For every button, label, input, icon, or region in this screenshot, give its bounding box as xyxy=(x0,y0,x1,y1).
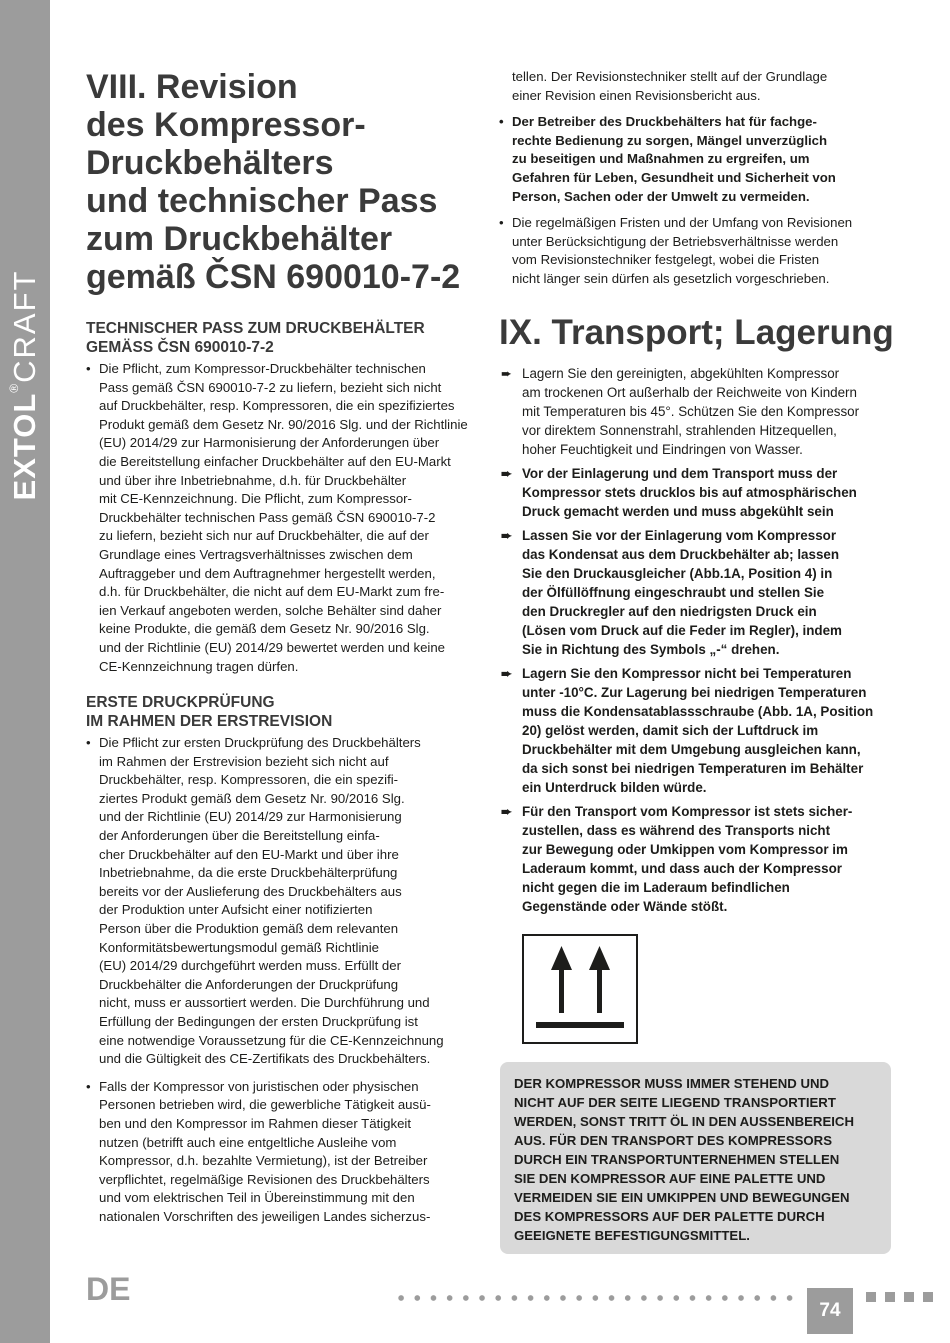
transport-warning-box: DER KOMPRESSOR MUSS IMMER STEHEND UND NICHT AUF DER SEITE LIEGEND TRANSPORTIERT WERDEN, SONST TRITT ÖL IN DEN AUSSENBEREICH AUS. FÜR DEN TRANSPORT DES KOMPRESSORS DURCH EIN TRANSPORTUNTERNEHMEN STELLEN SIE DEN KOMPRESSOR AUF EINE PALETTE UND VERMEIDEN SIE EIN UMKIPPEN UND BEWEGUNGEN DES KOMPRESSORS AUF DER PALETTE DURCH GEEIGNETE BEFESTIGUNGSMITTEL. xyxy=(500,1062,891,1254)
technical-pass-list xyxy=(86,360,484,676)
left-column xyxy=(86,68,484,1227)
list-item: ➨ Lagern Sie den gereinigten, abgekühlten Kompressor am trockenen Ort außerhalb der Reichweite von Kindern mit Temperaturen bis 45°. Schützen Sie den Kompressor vor direktem Sonnenstrahl, strahlenden Hitzequellen, hoher Feuchtigkeit und Eindringen von Wasser. xyxy=(501,365,860,457)
this-way-up-arrows-icon xyxy=(524,936,636,1042)
arrow-bullet-icon: ➨ xyxy=(501,465,512,481)
arrow-bullet-icon: ➨ xyxy=(501,365,512,381)
list-item: ➨ Für den Transport vom Kompressor ist stets sicher- zustellen, dass es während des Transports nicht zur Bewegung oder Umkippen vom Kompressor im Laderaum kommt, und dass auch der Kompressor nicht gegen die im Laderaum befindlichen Gegenstände oder Wände stößt. xyxy=(501,803,853,914)
footer-square-decoration xyxy=(923,1292,933,1302)
list-item: • Die Pflicht zur ersten Druckprüfung des Druckbehälters im Rahmen der Erstrevision bezieht sich nicht auf Druckbehälter, resp. Kompressoren, die ein spezifi- ziertes Produkt gemäß dem Gesetz Nr. 90/2016 Slg. und der Richtlinie (EU) 2014/29 zur Harmonisierung der Anforderungen über die Bereitstellung einfa- cher Druckbehälter auf den EU-Markt und über ihre Inbetriebnahme, da die erste Druckbehälterprüfung bereits vor der Auslieferung des Druckbehälters aus der Produktion unter Aufsicht einer notifizierten Person über die Produktion gemäß dem relevanten Konformitätsbewertungsmodul gemäß Richtlinie (EU) 2014/29 durchgeführt werden muss. Erfüllt der Druckbehälter die Anforderungen der Druckprüfung nicht, muss er aussortiert werden. Die Durchführung und Erfüllung der Bedingungen der ersten Druckprüfung ist eine notwendige Voraussetzung für die CE-Kennzeichnung und die Gültigkeit des CE-Zertifikats des Druckbehälters. xyxy=(86,735,444,1067)
section-heading-first-pressure-test: ERSTE DRUCKPRÜFUNG IM RAHMEN DER ERSTREVISION xyxy=(86,694,333,731)
brand-sidebar xyxy=(0,0,50,1343)
list-item: • Falls der Kompressor von juristischen oder physischen Personen betrieben wird, die gewerbliche Tätigkeit ausü- ben und den Kompressor im Rahmen dieser Tätigkeit nutzen (betrifft auch eine entgeltliche Ausleihe vom Kompressor, d.h. bezahlte Vermietung), ist der Betreiber verpflichtet, regelmäßige Revisionen des Druckbehälters und vom elektrischen Teil in Übereinstimmung mit den nationalen Vorschriften des jeweiligen Landes sicherzus- xyxy=(86,1078,431,1224)
list-item-continuation: tellen. Der Revisionstechniker stellt auf der Grundlage einer Revision einen Revisionsbericht aus. xyxy=(512,69,828,103)
right-column xyxy=(499,68,894,916)
list-item: ➨ Lagern Sie den Kompressor nicht bei Temperaturen unter -10°C. Zur Lagerung bei niedrigen Temperaturen muss die Kondensatablassschraube (Abb. 1A, Position 20) gelöst werden, damit sich der Luftdruck im Druckbehälter mit dem Umgebung ausgleichen kann, da sich sonst bei niedrigen Temperaturen im Behälter ein Unterdruck bilden würde. xyxy=(501,665,874,795)
bullet-icon: • xyxy=(86,1078,91,1094)
bullet-icon: • xyxy=(86,735,91,751)
arrow-bullet-icon: ➨ xyxy=(501,527,512,543)
transport-instructions xyxy=(499,364,894,916)
language-code: DE xyxy=(86,1271,131,1307)
list-item: • Die regelmäßigen Fristen und der Umfang von Revisionen unter Berücksichtigung der Betriebsverhältnisse werden vom Revisionstechniker festgelegt, wobei die Fristen nicht länger sein dürfen als gesetzlich vorgeschrieben. xyxy=(499,215,853,286)
brand-logo: EXTOL®CRAFT xyxy=(7,269,42,501)
section-heading-technical-pass: TECHNISCHER PASS ZUM DRUCKBEHÄLTER GEMÄSS ČSN 690010-7-2 xyxy=(86,320,425,356)
revision-list-continued xyxy=(499,68,894,289)
page-number: 74 xyxy=(807,1288,853,1334)
bullet-icon: • xyxy=(86,361,91,376)
list-item: ➨ Lassen Sie vor der Einlagerung vom Kompressor das Kondensat aus dem Druckbehälter ab; lassen Sie den Druckausgleicher (Abb.1A, Position 4) in der Ölfüllöffnung eingeschraubt und stellen Sie den Druckregler auf den niedrigsten Druck ein (Lösen vom Druck auf die Feder im Regler), indem Sie in Richtung des Symbols „-“ drehen. xyxy=(501,527,842,657)
footer-square-decoration xyxy=(866,1292,876,1302)
bullet-icon: • xyxy=(499,114,504,130)
list-item: • Die Pflicht, zum Kompressor-Druckbehälter technischen Pass gemäß ČSN 690010-7-2 zu liefern, bezieht sich nicht auf Druckbehälter, resp. Kompressoren, die ein spezifiziertes Produkt gemäß dem Gesetz Nr. 90/2016 Slg. und der Richtlinie (EU) 2014/29 zur Harmonisierung der Anforderungen über die Bereitstellung einfacher Druckbehälter auf den EU-Markt und über ihre Inbetriebnahme, d.h. für Druckbehälter mit CE-Kennzeichnung. Die Pflicht, zum Kompressor- Druckbehälter technischen Pass gemäß ČSN 690010-7-2 zu liefern, bezieht sich nur auf Druckbehälter, die auf der Grundlage eines Vertragsverhältnisses zwischen dem Auftraggeber und dem Auftragnehmer hergestellt werden, d.h. für Druckbehälter, die nicht auf dem EU-Markt zum fre- ien Verkauf angeboten werden, solche Behälter sind daher keine Produkte, die gemäß dem Gesetz Nr. 90/2016 Slg. und der Richtlinie (EU) 2014/29 bewertet werden und keine CE-Kennzeichnung tragen dürfen. xyxy=(86,361,468,674)
list-item: • Der Betreiber des Druckbehälters hat für fachge- rechte Bedienung zu sorgen, Mängel unverzüglich zu beseitigen und Maßnahmen zu ergreifen, um Gefahren für Leben, Gesundheit und Sicherheit von Person, Sachen oder der Umwelt zu vermeiden. xyxy=(499,114,836,204)
footer-square-decoration xyxy=(885,1292,895,1302)
first-pressure-test-list xyxy=(86,734,484,1226)
list-item: ➨ Vor der Einlagerung und dem Transport muss der Kompressor stets drucklos bis auf atmosphärischen Druck gemacht werden und muss abgekühlt sein xyxy=(501,465,857,519)
this-way-up-symbol xyxy=(522,934,638,1044)
arrow-bullet-icon: ➨ xyxy=(501,803,512,819)
section-title-transport: IX. Transport; Lagerung xyxy=(499,312,894,352)
footer-square-decoration xyxy=(904,1292,914,1302)
arrow-bullet-icon: ➨ xyxy=(501,665,512,681)
chapter-title: VIII. Revision des Kompressor- Druckbehälters und technischer Pass zum Druckbehälter gemäß ČSN 690010-7-2 xyxy=(86,68,461,296)
bullet-icon: • xyxy=(499,215,504,231)
footer-dot-leader xyxy=(393,1295,801,1301)
